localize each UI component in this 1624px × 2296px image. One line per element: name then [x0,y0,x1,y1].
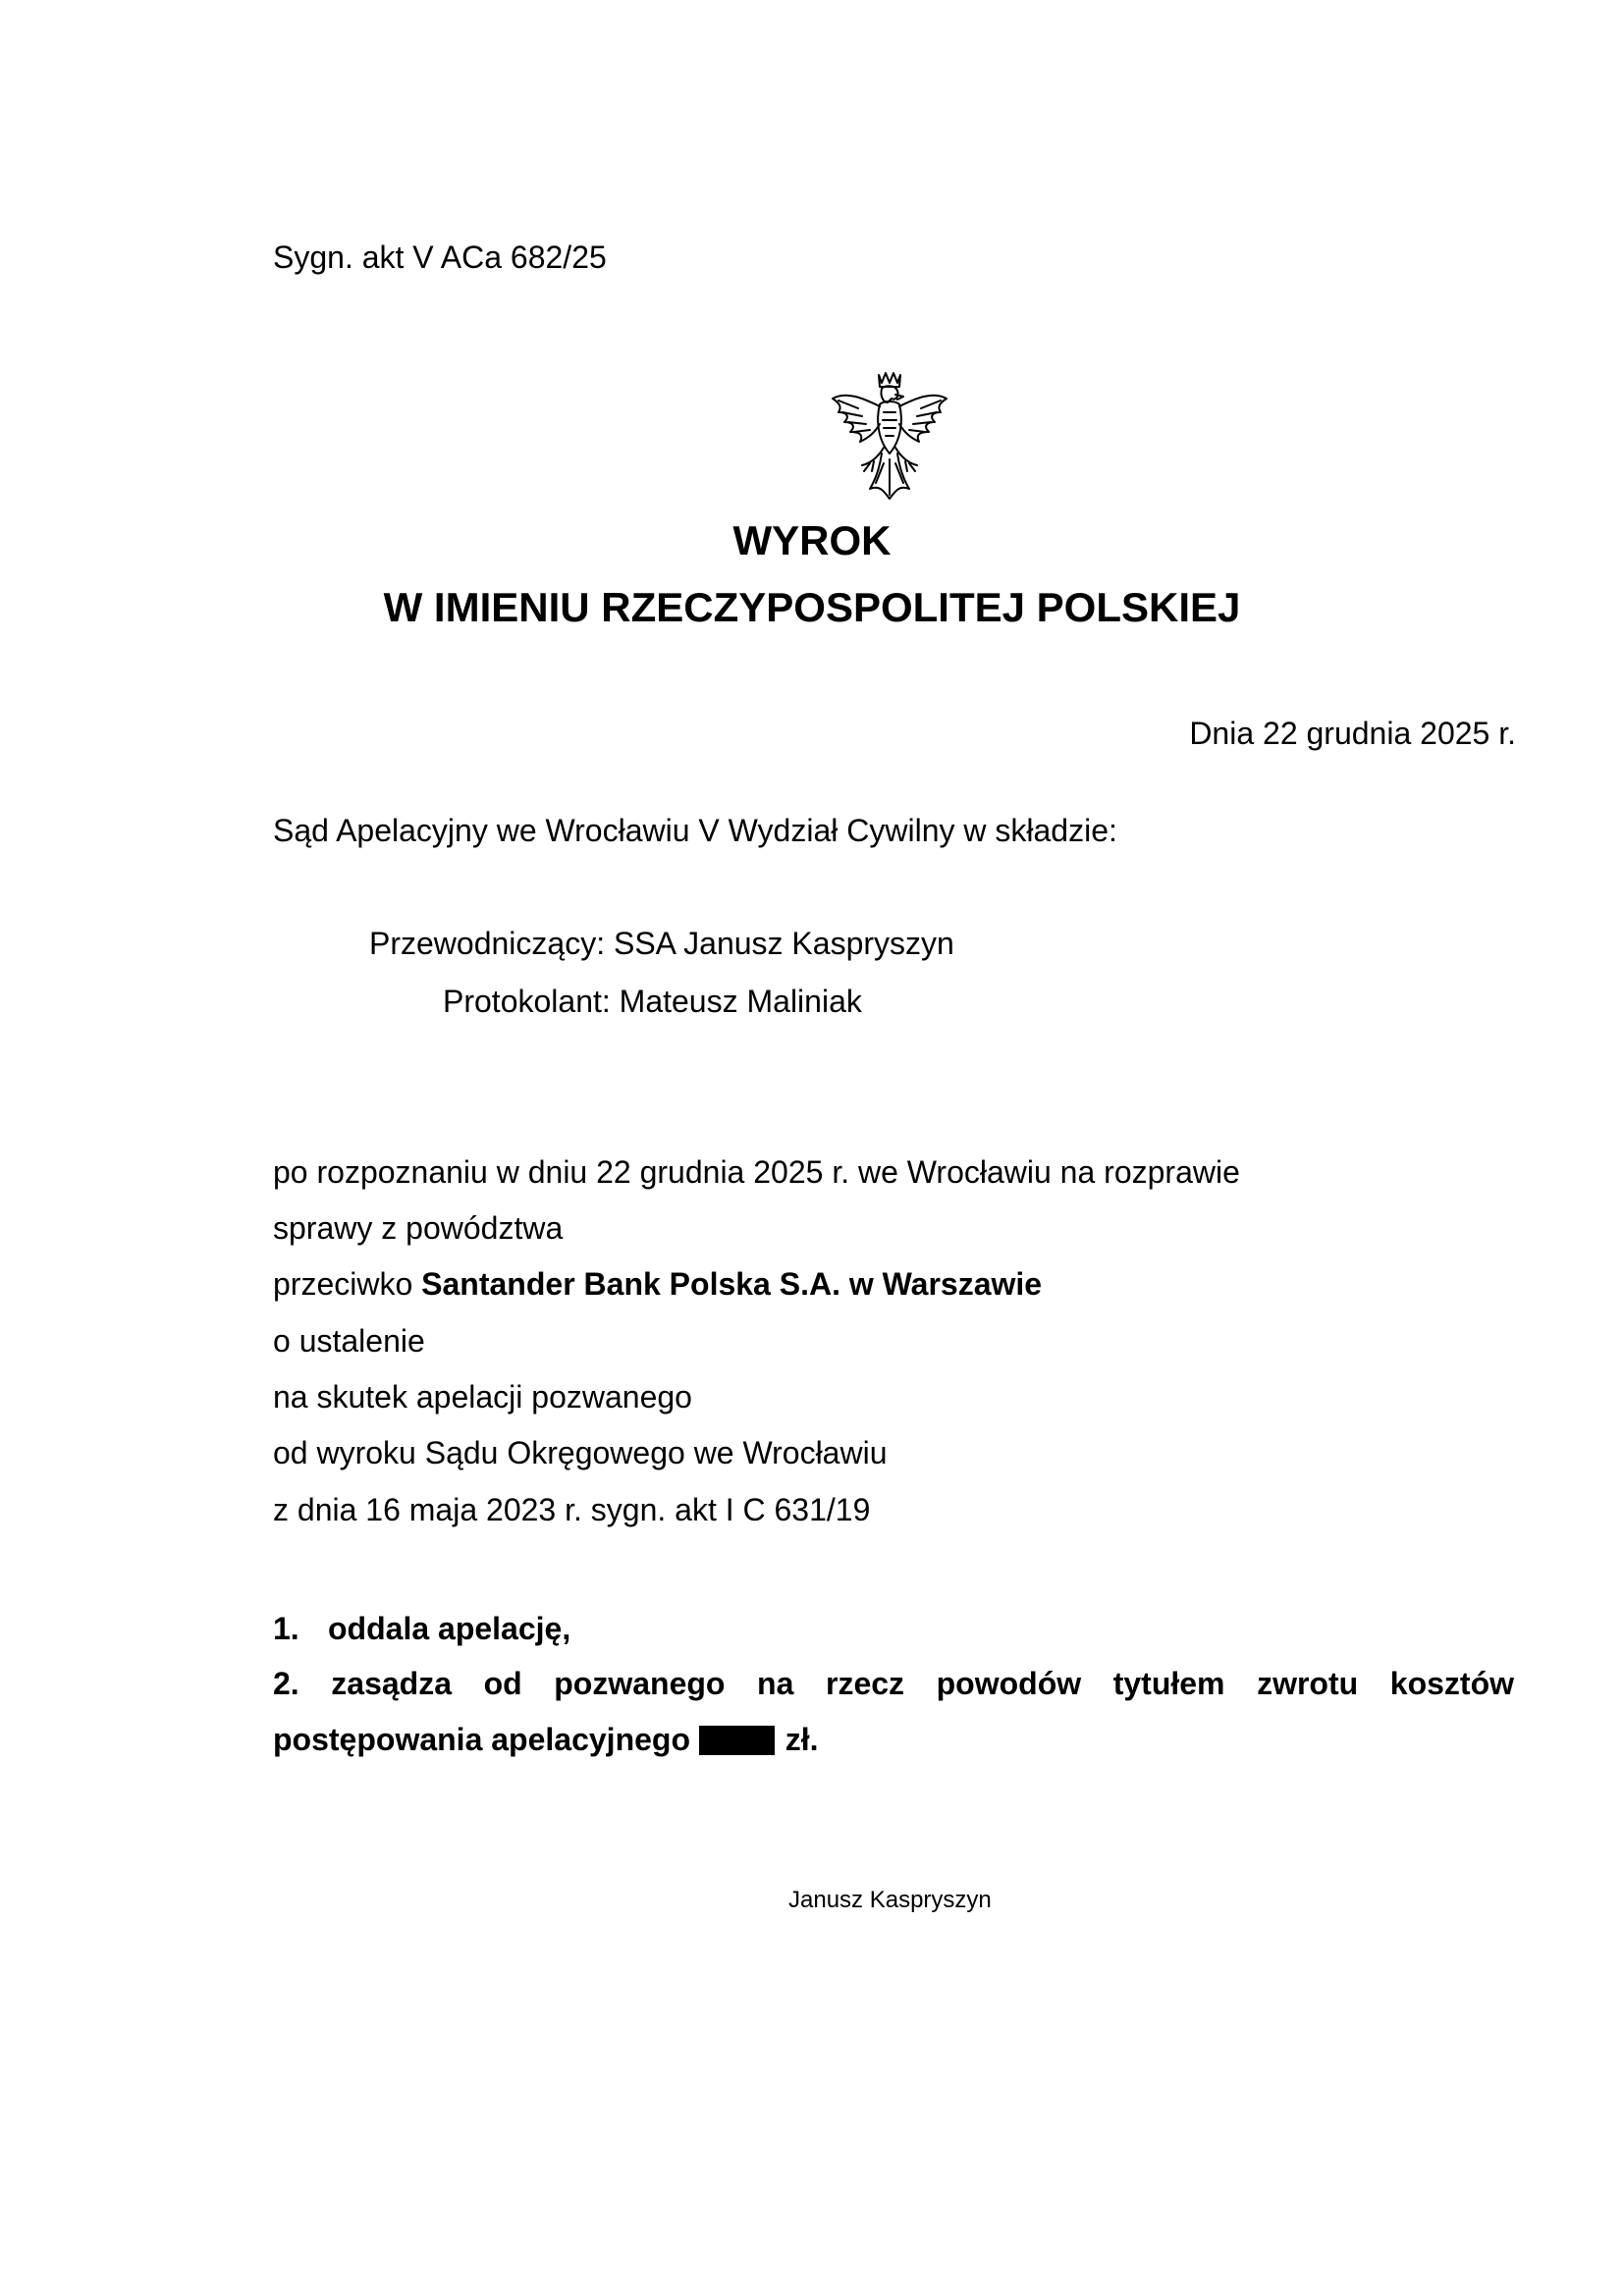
claim-line [273,1208,563,1248]
ruling-item-1-number: 1. [273,1611,299,1646]
lower-court-date-line: z dnia 16 maja 2023 r. sygn. akt I C 631/19 [273,1492,871,1527]
redaction-bar-amount [699,1726,775,1755]
page-subtitle: W IMIENIU RZECZYPOSPOLITEJ POLSKIEJ [383,584,1241,630]
judgment-date: Dnia 22 grudnia 2025 r. [1189,716,1516,751]
ruling-item-1-text: oddala apelację, [328,1611,571,1646]
ruling-item-1 [273,1609,570,1648]
presiding-judge: Przewodniczący: SSA Janusz Kaspryszyn [369,926,954,961]
polish-eagle-emblem-icon [825,369,954,505]
against-line [273,1264,1042,1304]
ruling-item-2-suffix: zł. [785,1722,819,1757]
appeal-line: na skutek apelacji pozwanego [273,1379,692,1415]
ruling-item-2-line-1: 2. zasądza od pozwanego na rzecz powodów tytułem zwrotu kosztów [273,1666,1514,1701]
ruling-item-2-prefix: postępowania apelacyjnego [273,1722,690,1757]
case-reference: Sygn. akt V ACa 682/25 [273,240,607,275]
judge-signature: Janusz Kaspryszyn [788,1887,992,1913]
ruling-item-2-line-2 [273,1720,819,1759]
redaction-bar-plaintiff [586,1211,1289,1245]
page-title: WYROK [732,517,892,563]
against-prefix: przeciwko [273,1266,413,1302]
lower-court-judgment-line: od wyroku Sądu Okręgowego we Wrocławiu [273,1435,888,1470]
claim-prefix: sprawy z powództwa [273,1210,564,1246]
subject-line: o ustalenie [273,1323,425,1359]
court-clerk: Protokolant: Mateusz Maliniak [443,984,862,1019]
court-composition-line: Sąd Apelacyjny we Wrocławiu V Wydział Cywilny w składzie: [273,813,1117,848]
defendant-name: Santander Bank Polska S.A. w Warszawie [421,1266,1043,1302]
hearing-line: po rozpoznaniu w dniu 22 grudnia 2025 r. we Wrocławiu na rozprawie [273,1154,1240,1190]
